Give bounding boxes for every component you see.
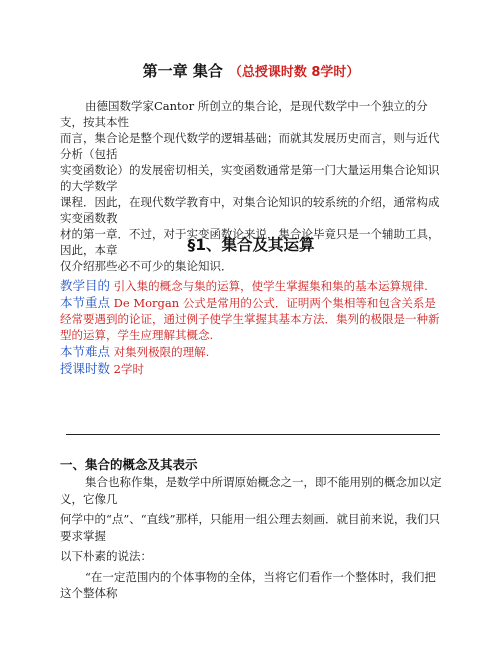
- objective-hours-label: 授课时数: [60, 361, 111, 376]
- intro-line: 材的第一章．不过，对于实变函数论来说，集合论毕竟只是一个辅助工具，因此，本章: [60, 227, 440, 257]
- objective-difficulty-text: 对集列极限的理解.: [113, 345, 210, 359]
- intro-line: 而言，集合论是整个现代数学的逻辑基础；而就其发展历史而言，则与近代分析（包括: [60, 131, 440, 161]
- objective-focus: [60, 295, 442, 343]
- chapter-heading: [0, 60, 502, 81]
- objective-focus-text: De Morgan 公式是常用的公式．证明两个集相等和包含关系是经常要遇到的论证，通过例子使学生掌握其基本方法．集列的极限是一种新型的运算，学生应理解其概念.: [60, 296, 440, 342]
- body-line: “在一定范围内的个体事物的全体，当将它们看作一个整体时，我们把这个整体称: [60, 569, 436, 600]
- body-paragraph: [60, 474, 446, 602]
- intro-line: 由德国数学家Cantor 所创立的集合论，是现代数学中一个独立的分支，按其本性: [60, 99, 428, 129]
- intro-line: 实变函数论）的发展密切相关，实变函数通常是第一门大量运用集合论知识的大学数学: [60, 163, 440, 193]
- chapter-title: 第一章 集合: [142, 62, 223, 80]
- objective-difficulty-label: 本节难点: [60, 344, 111, 359]
- objective-focus-label: 本节重点: [60, 295, 111, 310]
- objective-goal: [60, 278, 442, 294]
- subsection-title: 一、集合的概念及其表示: [60, 457, 198, 472]
- body-line: 何学中的“点”、“直线”那样，只能用一组公理去刻画．就目前来说，我们只要求掌握: [60, 512, 441, 543]
- objective-goal-label: 教学目的: [60, 278, 111, 293]
- intro-line: 仅介绍那些必不可少的集论知识．: [60, 259, 233, 273]
- objective-hours-text: 2学时: [113, 362, 144, 376]
- section-title: §1、集合及其运算: [187, 236, 315, 254]
- body-line: 集合也称作集，是数学中所谓原始概念之一，即不能用别的概念加以定义，它像几: [60, 475, 442, 506]
- objective-difficulty: [60, 344, 442, 360]
- objective-hours: [60, 361, 442, 377]
- intro-line: 课程．因此，在现代数学教育中，对集合论知识的较系统的介绍，通常构成实变函数教: [60, 195, 440, 225]
- objective-goal-text: 引入集的概念与集的运算，使学生掌握集和集的基本运算规律.: [113, 279, 428, 293]
- divider: [66, 434, 440, 435]
- body-line: 以下朴素的说法：: [60, 549, 152, 563]
- chapter-hours-note: （总授课时数 8学时）: [228, 65, 360, 80]
- teaching-objectives: [60, 278, 442, 377]
